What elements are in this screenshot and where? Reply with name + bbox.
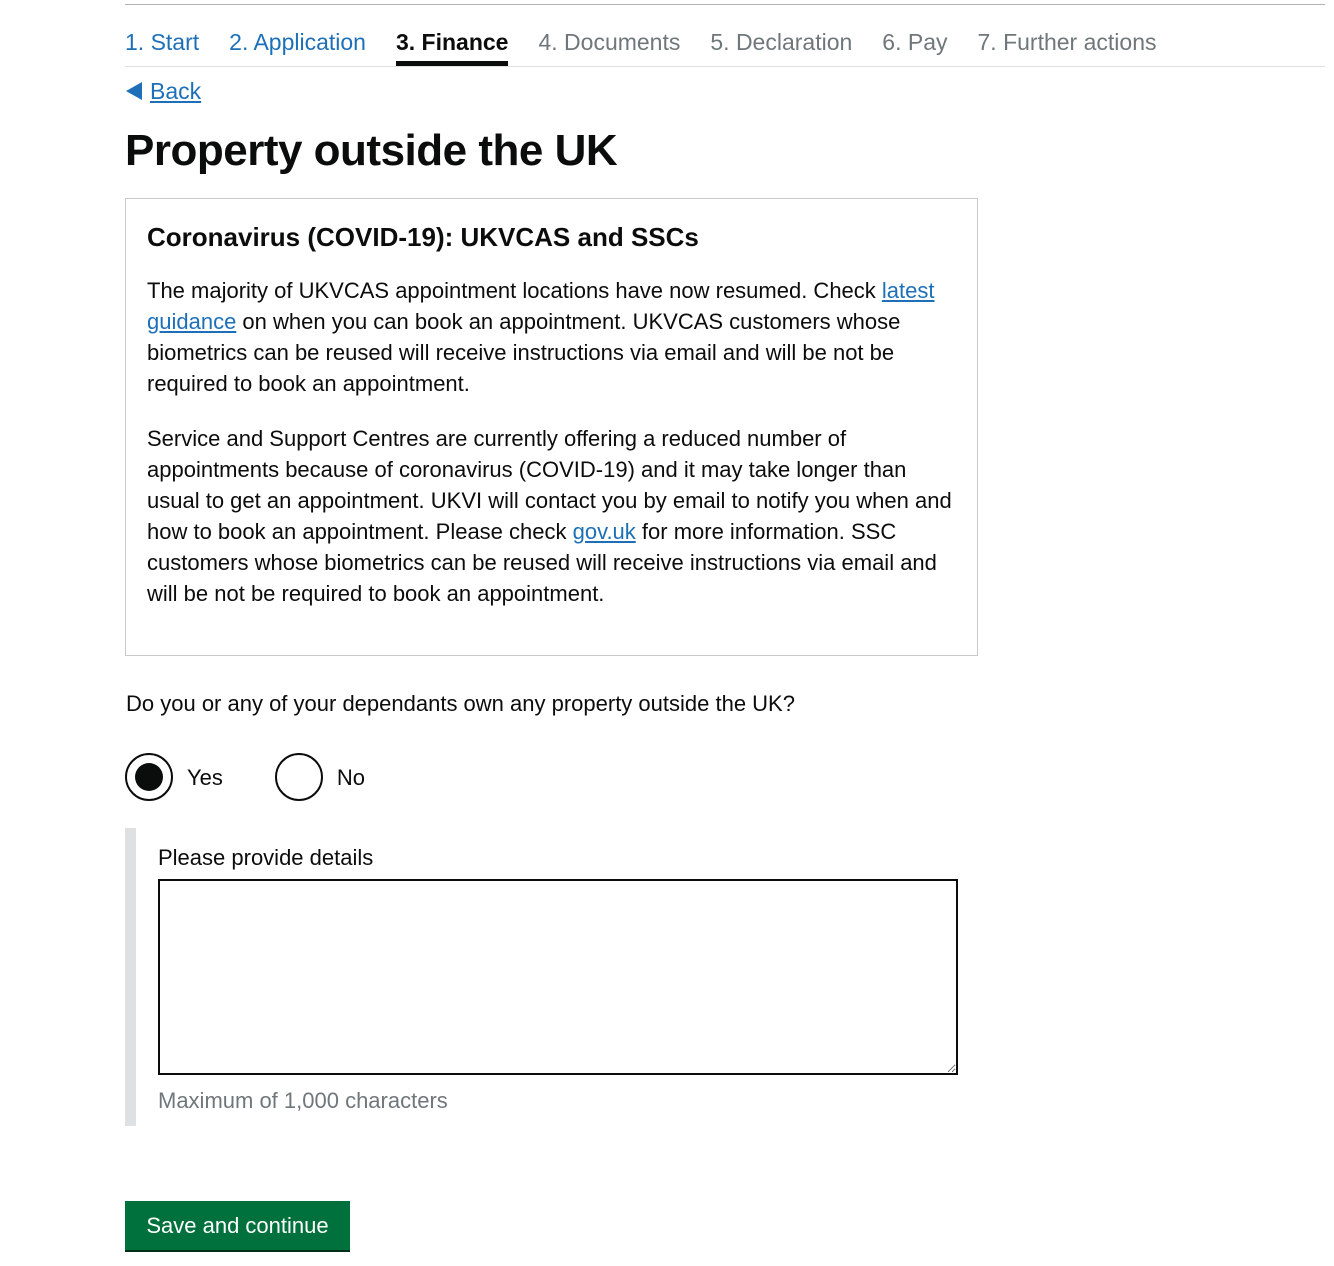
step-declaration: 5. Declaration	[710, 29, 853, 55]
notice-heading: Coronavirus (COVID-19): UKVCAS and SSCs	[147, 222, 699, 252]
latest-guidance-link[interactable]: latest guidance	[147, 278, 935, 334]
radio-selected-dot	[135, 763, 163, 791]
details-label: Please provide details	[158, 845, 374, 870]
step-pay: 6. Pay	[882, 29, 948, 55]
details-textarea[interactable]	[158, 879, 958, 1075]
back-link-label: Back	[150, 78, 202, 104]
step-start[interactable]: 1. Start	[125, 29, 200, 55]
triangle-left-icon	[126, 82, 142, 100]
notice-p1-text-start: The majority of UKVCAS appointment locations have now resumed. Check	[147, 278, 882, 303]
step-finance-current: 3. Finance	[396, 24, 508, 66]
step-documents: 4. Documents	[538, 29, 681, 55]
notice-p1-text-end: on when you can book an appointment. UKVCAS customers whose biometrics can be reused will receive instructions via email and will be not be required to book an appointment.	[147, 309, 901, 396]
top-divider	[125, 4, 1325, 5]
radio-no-label[interactable]: No	[336, 764, 366, 790]
character-limit-hint: Maximum of 1,000 characters	[158, 1088, 448, 1113]
radio-yes-circle[interactable]	[125, 753, 173, 801]
progress-steps	[125, 24, 1325, 67]
property-radio-group	[125, 753, 417, 801]
covid-notice	[125, 198, 978, 656]
step-further-actions: 7. Further actions	[977, 29, 1157, 55]
radio-yes-label[interactable]: Yes	[187, 764, 223, 790]
page-title: Property outside the UK	[125, 126, 618, 175]
notice-paragraph-ssc	[147, 423, 957, 609]
notice-paragraph-ukvcas	[147, 275, 957, 399]
notice-p2-text-end: for more information. SSC customers whose biometrics can be reused will receive instructions via email and will be not be required to book an appointment.	[147, 519, 937, 606]
notice-p2-text-start: Service and Support Centres are currently offering a reduced number of appointments because of coronavirus (COVID-19) and it may take longer than usual to get an appointment. UKVI will contact you by email to notify you when and how to book an appointment. Please check	[147, 426, 952, 544]
radio-no-circle[interactable]	[275, 753, 323, 801]
property-question: Do you or any of your dependants own any property outside the UK?	[126, 691, 795, 716]
radio-yes[interactable]	[125, 753, 223, 801]
back-link[interactable]	[126, 76, 201, 106]
save-and-continue-button[interactable]: Save and continue	[125, 1201, 350, 1250]
details-conditional-panel	[125, 828, 996, 1126]
gov-uk-link[interactable]: gov.uk	[572, 519, 636, 544]
step-application[interactable]: 2. Application	[229, 29, 366, 55]
radio-no[interactable]	[275, 753, 365, 801]
